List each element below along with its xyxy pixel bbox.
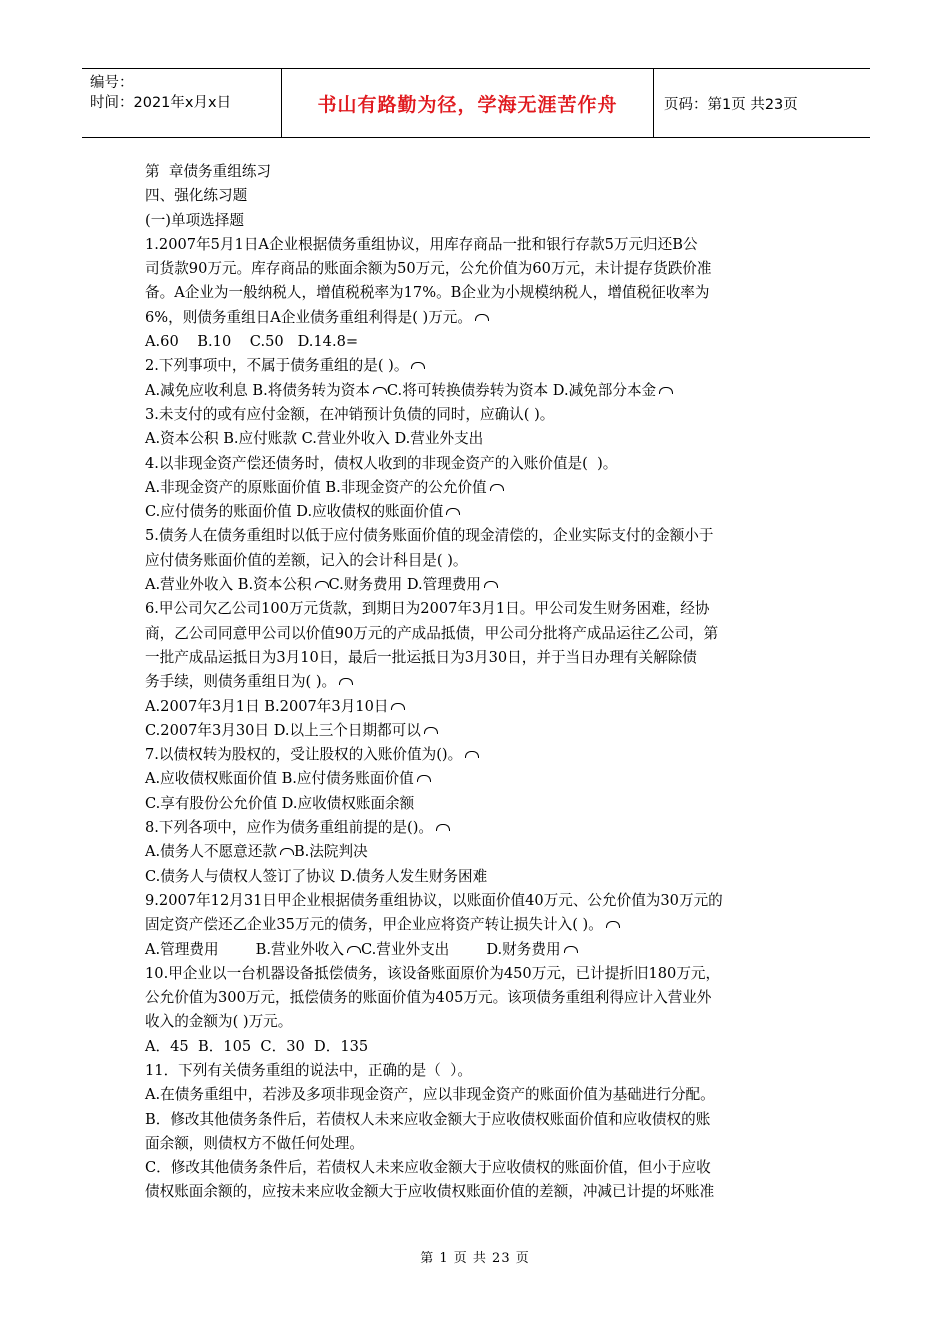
text-line-content: C.债务人与债权人签订了协议 D.债务人发生财务困难 [145, 867, 488, 885]
line-break-mark-icon [606, 921, 620, 928]
line-break-mark-icon [347, 946, 361, 953]
text-line [145, 573, 810, 597]
text-line [145, 986, 810, 1010]
text-line [145, 184, 810, 208]
text-line-content: 司货款90万元。库存商品的账面余额为50万元，公允价值为60万元，未计提存货跌价准 [145, 260, 712, 278]
text-line [145, 1010, 810, 1034]
text-line-content: B．修改其他债务条件后，若债权人未来应收金额大于应收债权账面价值和应收债权的账 [145, 1110, 711, 1128]
text-line-content: 收入的金额为( )万元。 [145, 1013, 293, 1031]
text-line [145, 695, 810, 719]
text-line-content: 3.未支付的或有应付金额，在冲销预计负债的同时，应确认( )。 [145, 405, 555, 423]
line-break-mark-icon [484, 581, 498, 588]
text-line [145, 597, 810, 621]
text-line [145, 719, 810, 743]
text-line [145, 1108, 810, 1132]
text-line-content: 8.下列各项中，应作为债务重组前提的是()。 [145, 819, 434, 837]
document-date-label: 时间：2021年x月x日 [90, 95, 232, 111]
text-line-content: 5.债务人在债务重组时以低于应付债务账面价值的现金清偿的，企业实际支付的金额小于 [145, 527, 714, 545]
text-line-content: A.管理费用 B.营业外收入 [145, 940, 344, 958]
text-line [145, 816, 810, 840]
text-line [145, 281, 810, 305]
page-footer: 第 1 页 共 23 页 [420, 1251, 530, 1266]
text-line [145, 865, 810, 889]
text-line [145, 160, 810, 184]
text-line [145, 1035, 810, 1059]
text-line-content: C．修改其他债务条件后，若债权人未来应收金额大于应收债权的账面价值，但小于应收 [145, 1159, 711, 1177]
line-break-mark-icon [465, 751, 479, 758]
line-break-mark-icon [564, 946, 578, 953]
text-line [145, 257, 810, 281]
text-line [145, 1083, 810, 1107]
text-line-content: A.应收债权账面价值 B.应付债务账面价值 [145, 770, 414, 788]
text-line-content: 应付债务账面价值的差额，记入的会计科目是( )。 [145, 551, 468, 569]
text-line-content: C.应付债务的账面价值 D.应收债权的账面价值 [145, 503, 444, 521]
text-line-content: C.营业外支出 D.财务费用 [361, 940, 561, 958]
text-line [145, 889, 810, 913]
text-line-content: 债权账面余额的，应按未来应收金额大于应收债权账面价值的差额，冲减已计提的坏账准 [145, 1183, 715, 1201]
text-line [145, 209, 810, 233]
text-line [145, 354, 810, 378]
text-line-content: 11．下列有关债务重组的说法中，正确的是（ ）。 [145, 1061, 473, 1079]
text-line [145, 646, 810, 670]
text-line-content: 4.以非现金资产偿还债务时，债权人收到的非现金资产的入账价值是( )。 [145, 454, 618, 472]
document-number-label: 编号： [90, 75, 134, 91]
line-break-mark-icon [490, 484, 504, 491]
line-break-mark-icon [339, 678, 353, 685]
text-line-content: 7.以债权转为股权的，受让股权的入账价值为()。 [145, 746, 463, 764]
text-line [145, 379, 810, 403]
text-line-content: 9.2007年12月31日甲企业根据债务重组协议，以账面价值40万元、公允价值为30万元的 [145, 891, 723, 909]
text-line-content: 1.2007年5月1日A企业根据债务重组协议，用库存商品一批和银行存款5万元归还B公 [145, 235, 698, 253]
text-line [145, 962, 810, 986]
line-break-mark-icon [373, 387, 387, 394]
line-break-mark-icon [280, 848, 294, 855]
text-line-content: 2.下列事项中，不属于债务重组的是( )。 [145, 357, 409, 375]
text-line-content: A.债务人不愿意还款 [145, 843, 277, 861]
text-line-content: A．45 B．105 C．30 D．135 [145, 1037, 369, 1055]
text-line [145, 938, 810, 962]
text-line-content: C.将可转换债券转为资本 D.减免部分本金 [386, 381, 657, 399]
text-line-content: 10.甲企业以一台机器设备抵偿债务，该设备账面原价为450万元，已计提折旧180万元， [145, 964, 721, 982]
text-line-content: 第 章债务重组练习 [145, 163, 272, 180]
text-line [145, 792, 810, 816]
text-line-content: A.60 B.10 C.50 D.14.8= [145, 333, 359, 351]
text-line [145, 1059, 810, 1083]
text-line [145, 330, 810, 354]
text-line-content: 商，乙公司同意甲公司以价值90万元的产成品抵债，甲公司分批将产成品运往乙公司，第 [145, 624, 719, 642]
text-line-content: A.非现金资产的原账面价值 B.非现金资产的公允价值 [145, 478, 487, 496]
text-line [145, 403, 810, 427]
header-meta [82, 69, 282, 137]
text-line [145, 1132, 810, 1156]
text-line-content: 6%，则债务重组日A企业债务重组利得是( )万元。 [145, 308, 473, 326]
line-break-mark-icon [446, 508, 460, 515]
page-header [82, 68, 870, 138]
text-line-content: C.享有股份公允价值 D.应收债权账面余额 [145, 794, 415, 812]
text-line [145, 622, 810, 646]
text-line-content: A.减免应收利息 B.将债务转为资本 [145, 381, 370, 399]
text-line-content: 一批产成品运抵日为3月10日，最后一批运抵日为3月30日，并于当日办理有关解除债 [145, 648, 697, 666]
text-line-content: 四、强化练习题 [145, 187, 248, 205]
text-line-content: 面余额，则债权方不做任何处理。 [145, 1134, 364, 1152]
text-line [145, 549, 810, 573]
text-line [145, 913, 810, 937]
text-line [145, 524, 810, 548]
text-line [145, 500, 810, 524]
text-line [145, 670, 810, 694]
document-body [145, 160, 810, 1205]
line-break-mark-icon [391, 703, 405, 710]
text-line-content: C.2007年3月30日 D.以上三个日期都可以 [145, 721, 421, 739]
line-break-mark-icon [436, 824, 450, 831]
text-line-content: 6.甲公司欠乙公司100万元货款，到期日为2007年3月1日。甲公司发生财务困难，经协 [145, 600, 710, 618]
text-line-content: 备。A企业为一般纳税人，增值税税率为17%。B企业为小规模纳税人，增值税征收率为 [145, 284, 710, 302]
text-line [145, 233, 810, 257]
text-line [145, 1180, 810, 1204]
line-break-mark-icon [411, 362, 425, 369]
line-break-mark-icon [475, 314, 489, 321]
text-line-content: A.营业外收入 B.资本公积 [145, 576, 312, 594]
text-line-content: (一)单项选择题 [145, 211, 244, 229]
text-line [145, 452, 810, 476]
text-line-content: 固定资产偿还乙企业35万元的债务，甲企业应将资产转让损失计入( )。 [145, 916, 603, 934]
text-line-content: C.财务费用 D.管理费用 [328, 576, 482, 594]
line-break-mark-icon [315, 581, 329, 588]
text-line [145, 840, 810, 864]
text-line [145, 1156, 810, 1180]
text-line-content: 公允价值为300万元，抵偿债务的账面价值为405万元。该项债务重组利得应计入营业外 [145, 989, 712, 1007]
text-line-content: B.法院判决 [293, 843, 368, 861]
text-line [145, 767, 810, 791]
line-break-mark-icon [417, 775, 431, 782]
text-line [145, 427, 810, 451]
text-line [145, 306, 810, 330]
text-line-content: 务手续，则债务重组日为( )。 [145, 673, 337, 691]
line-break-mark-icon [424, 727, 438, 734]
text-line [145, 743, 810, 767]
text-line [145, 476, 810, 500]
text-line-content: A.资本公积 B.应付账款 C.营业外收入 D.营业外支出 [145, 430, 484, 448]
header-page-info: 页码：第1页 共23页 [664, 96, 798, 113]
line-break-mark-icon [659, 387, 673, 394]
text-line-content: A.在债务重组中，若涉及多项非现金资产，应以非现金资产的账面价值为基础进行分配。 [145, 1086, 715, 1104]
text-line-content: A.2007年3月1日 B.2007年3月10日 [145, 697, 389, 715]
header-motto: 书山有路勤为径，学海无涯苦作舟 [282, 69, 654, 137]
